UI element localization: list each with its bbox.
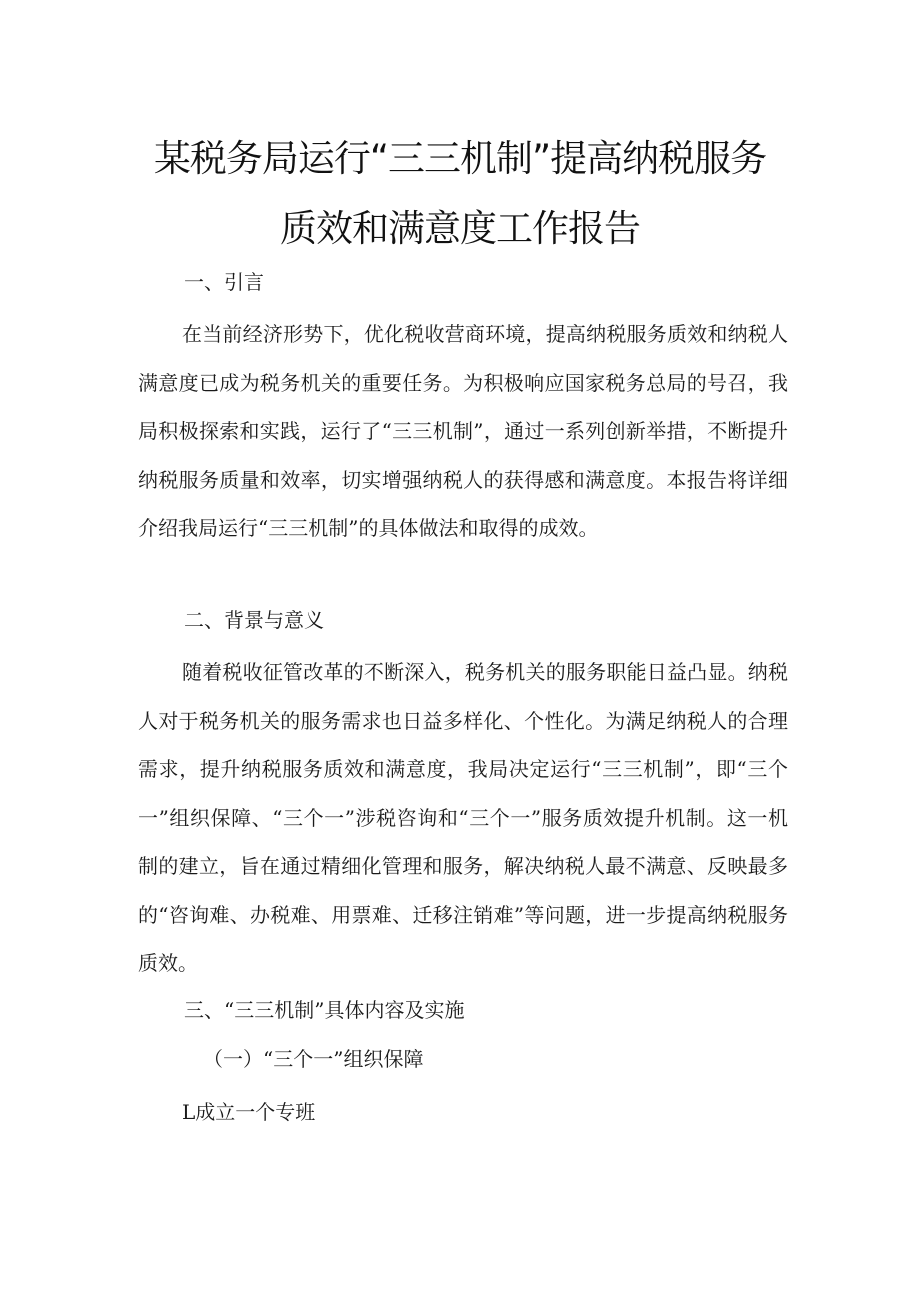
subsection-heading-organization: （一）“三个一”组织保障: [203, 1047, 424, 1071]
section-heading-background: 二、背景与意义: [184, 608, 324, 632]
document-title-line-1: 某税务局运行“三三机制”提高纳税服务: [153, 137, 767, 180]
section-heading-mechanism: 三、“三三机制”具体内容及实施: [184, 998, 465, 1022]
intro-paragraph: 在当前经济形势下，优化税收营商环境，提高纳税服务质效和纳税人满意度已成为税务机关的重要任务。为积极响应国家税务总局的号召，我局积极探索和实践，运行了“三三机制”，通过一系列创新举措，不断提升纳税服务质量和效率，切实增强纳税人的获得感和满意度。本报告将详细介绍我局运行“三三机制”的具体做法和取得的成效。: [138, 322, 788, 540]
list-item-special-team: L成立一个专班: [182, 1100, 316, 1124]
background-paragraph: 随着税收征管改革的不断深入，税务机关的服务职能日益凸显。纳税人对于税务机关的服务需求也日益多样化、个性化。为满足纳税人的合理需求，提升纳税服务质效和满意度，我局决定运行“三三机制”，即“三个一”组织保障、“三个一”涉税咨询和“三个一”服务质效提升机制。这一机制的建立，旨在通过精细化管理和服务，解决纳税人最不满意、反映最多的“咨询难、办税难、用票难、迁移注销难”等问题，进一步提高纳税服务质效。: [138, 660, 788, 975]
document-title-line-2: 质效和满意度工作报告: [280, 207, 640, 250]
section-heading-intro: 一、引言: [184, 270, 264, 294]
